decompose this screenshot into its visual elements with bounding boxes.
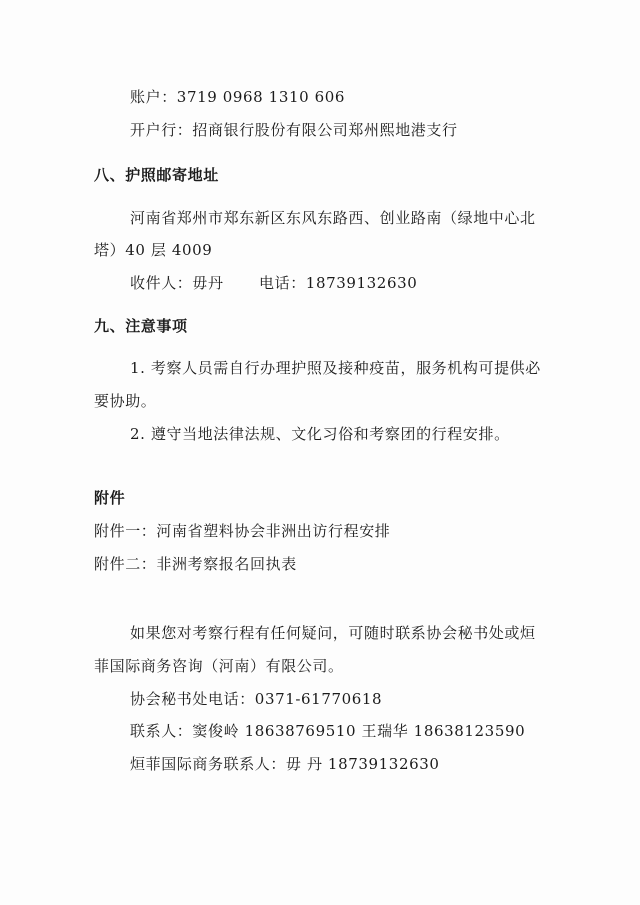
recipient-phone: 电话：18739132630: [259, 274, 418, 292]
attachments-heading: 附件: [94, 489, 126, 507]
contact-persons: 联系人：窦俊岭 18638769510 王瑞华 18638123590: [130, 722, 526, 740]
contact-intro-line-2: 菲国际商务咨询（河南）有限公司。: [94, 657, 344, 675]
notice-item-1-line-1: 1. 考察人员需自行办理护照及接种疫苗，服务机构可提供必: [130, 359, 541, 377]
attachment-2: 附件二：非洲考察报名回执表: [94, 555, 297, 573]
mailing-address-line-1: 河南省郑州市郑东新区东风东路西、创业路南（绿地中心北: [130, 209, 536, 227]
secretariat-phone: 协会秘书处电话：0371-61770618: [130, 690, 383, 708]
account-number: 账户：3719 0968 1310 606: [130, 88, 346, 106]
attachment-1: 附件一：河南省塑料协会非洲出访行程安排: [94, 522, 391, 540]
notice-item-2: 2. 遵守当地法律法规、文化习俗和考察团的行程安排。: [130, 425, 510, 443]
xuanfei-contact: 烜菲国际商务联系人：毋 丹 18739132630: [130, 755, 440, 773]
notice-item-1-line-2: 要协助。: [94, 392, 157, 410]
section-8-heading: 八、护照邮寄地址: [94, 166, 219, 184]
bank-name: 开户行：招商银行股份有限公司郑州熙地港支行: [130, 121, 458, 139]
contact-intro-line-1: 如果您对考察行程有任何疑问，可随时联系协会秘书处或烜: [130, 624, 536, 642]
mailing-address-line-2: 塔）40 层 4009: [94, 241, 213, 259]
section-9-heading: 九、注意事项: [94, 317, 188, 335]
recipient-name: 收件人：毋丹: [130, 274, 224, 292]
